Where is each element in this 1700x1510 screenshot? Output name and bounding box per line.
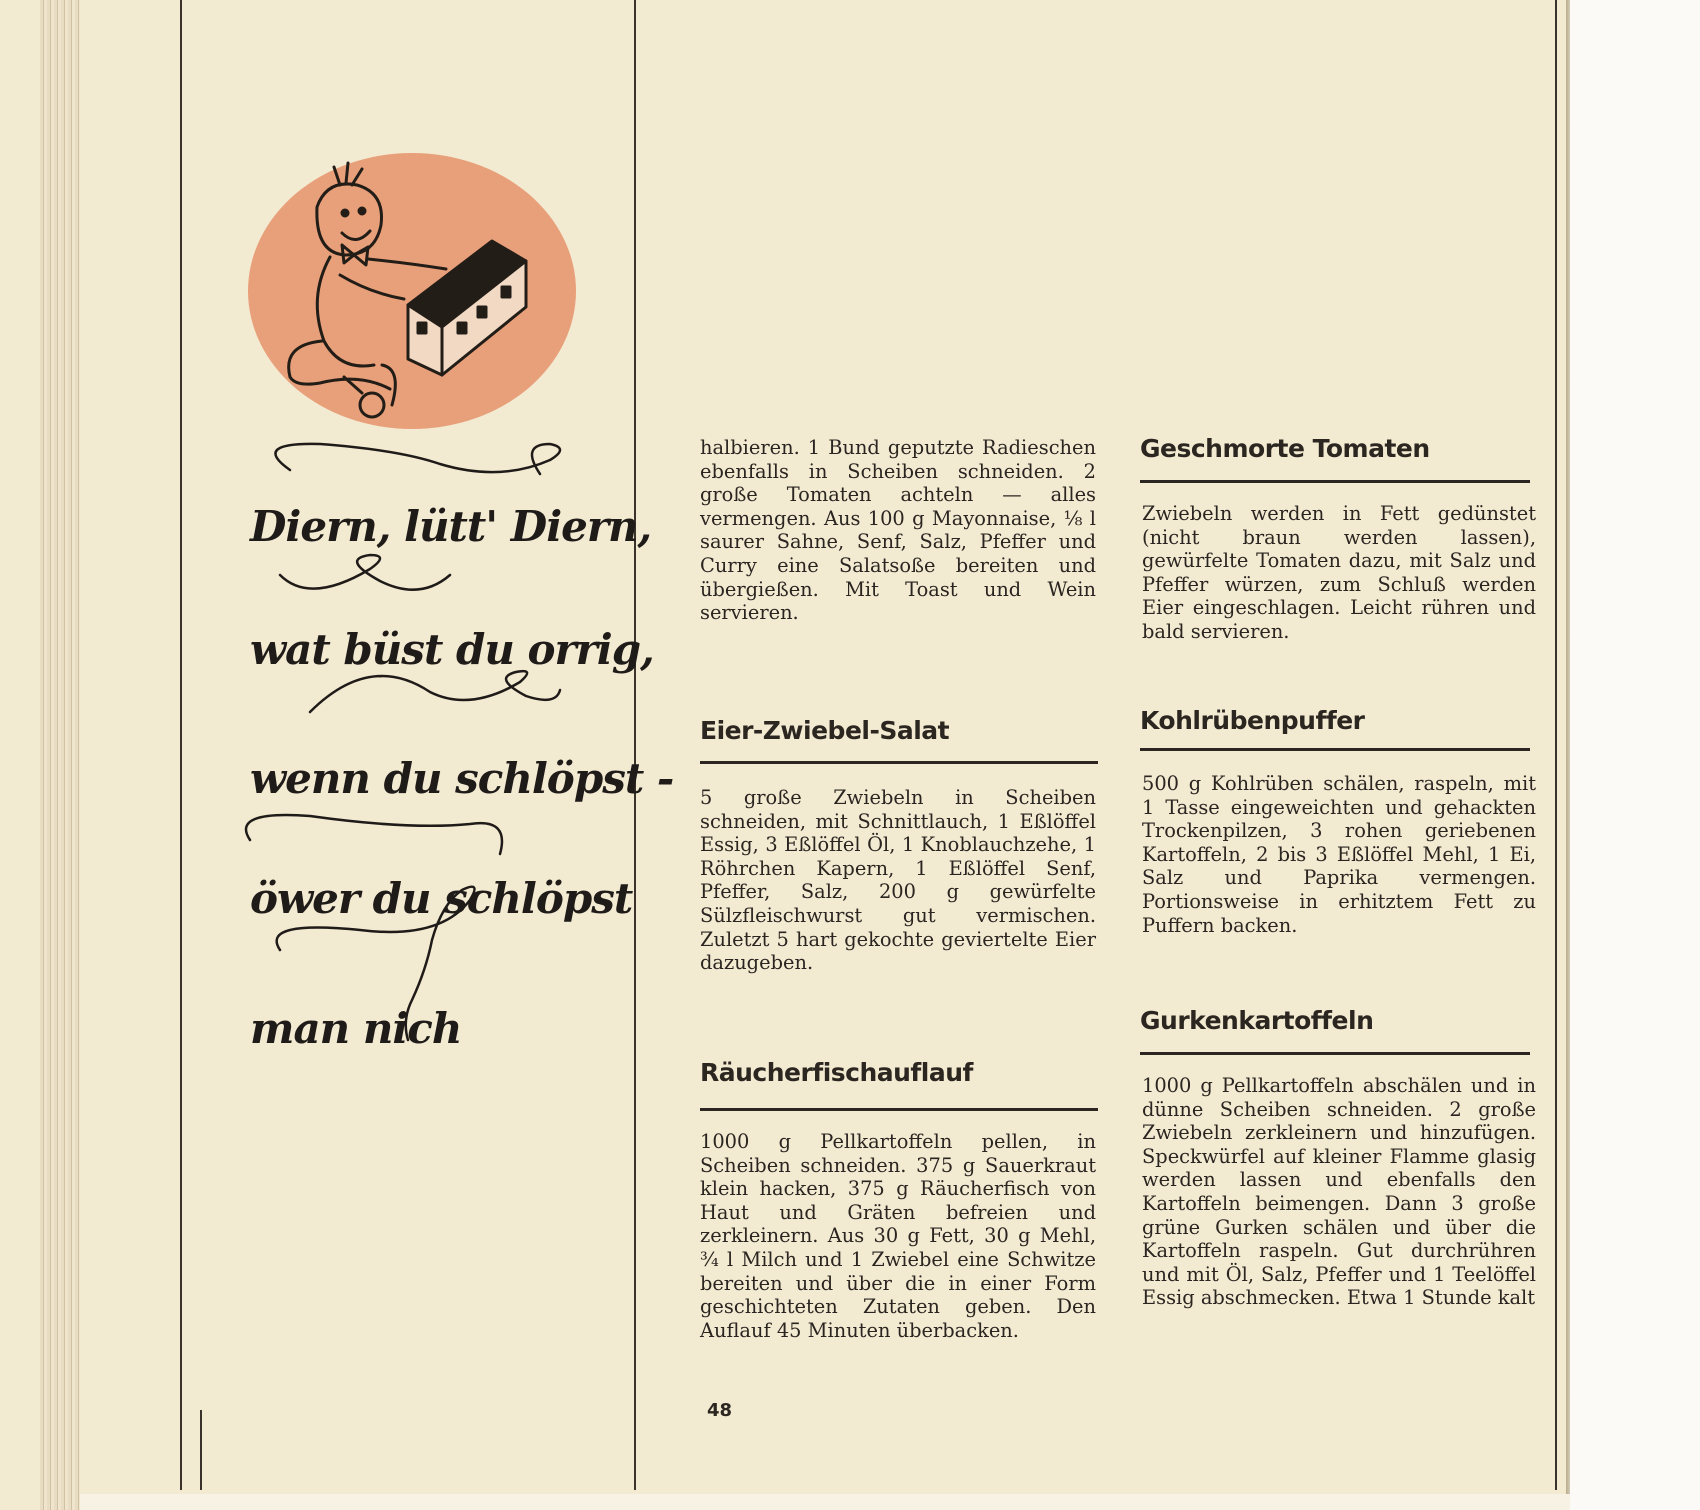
recipe-title-eier-zwiebel-salat: Eier-Zwiebel-Salat [700, 716, 950, 745]
poem-line-3: wenn du schlöpst - [250, 754, 674, 803]
recipe-kohlruebenpuffer [1142, 772, 1536, 937]
recipe-eier-zwiebel-salat [700, 786, 1096, 975]
recipe-geschmorte-tomaten [1142, 502, 1536, 644]
poem-line-1: Diern, lütt' Diern, [250, 502, 652, 551]
page-bottom-edge [80, 1494, 1570, 1510]
page-stack-edge [40, 0, 80, 1510]
recipe-text-geschmorte-tomaten: Zwiebeln werden in Fett gedünstet (nicht braun werden lassen), gewürfelte Tomaten dazu, mit Salz und Pfeffer würzen, zum Schluß werden Eier eingeschlagen. Leicht rühren und bald servieren. [1142, 502, 1536, 643]
recipe-text-raeucherfischauflauf: 1000 g Pellkartoffeln pellen, in Scheiben schneiden. 375 g Sauerkraut klein hacken, 375 g Räucherfisch von Haut und Gräten befreien und zerkleinern. Aus 30 g Fett, 30 g Mehl, ¾ l Milch und 1 Zwiebel eine Schwitze bereiten und über die in einer Form geschichteten Zutaten geben. Den Auflauf 45 Minuten überbacken. [700, 1130, 1096, 1342]
poem-line-5: man nich [250, 1004, 462, 1053]
recipe-raeucherfischauflauf [700, 1130, 1096, 1342]
poem-line-4: öwer du schlöpst [250, 874, 633, 923]
recipe-text-eier-zwiebel-salat: 5 große Zwiebeln in Scheiben schneiden, mit Schnittlauch, 1 Eßlöffel Essig, 3 Eßlöffel Öl, 1 Knoblauchzehe, 1 Röhrchen Kapern, 1 Eßlöffel Senf, Pfeffer, Salz, 200 g gewürfelte Sülzfleischwurst gut vermischen. Zuletzt 5 hart gekochte geviertelte Eier dazugeben. [700, 786, 1096, 975]
margin-line-right [1555, 0, 1557, 1490]
poem-line-2: wat büst du orrig, [250, 625, 654, 674]
page-number: 48 [707, 1400, 733, 1421]
margin-line-left [180, 0, 182, 1490]
recipe-gurkenkartoffeln [1142, 1074, 1536, 1310]
recipe-text-kohlruebenpuffer: 500 g Kohlrüben schälen, raspeln, mit 1 Tasse eingeweichten und gehackten Trockenpilzen, 3 rohen geriebenen Kartoffeln, 2 bis 3 Eßlöffel Mehl, 1 Ei, Salz und Paprika vermengen. Portionsweise in erhitztem Fett zu Puffern backen. [1142, 772, 1536, 937]
child-with-toy-house-illustration [222, 145, 607, 435]
recipe-title-geschmorte-tomaten: Geschmorte Tomaten [1140, 434, 1430, 463]
recipe-title-gurkenkartoffeln: Gurkenkartoffeln [1140, 1006, 1374, 1035]
heading-rule [1140, 748, 1530, 751]
recipe-continuation-text: halbieren. 1 Bund geputzte Radieschen ebenfalls in Scheiben schneiden. 2 große Tomaten achteln — alles vermengen. Aus 100 g Mayonnaise, ⅛ l saurer Sahne, Senf, Salz, Pfeffer und Curry eine Salatsoße bereiten und übergießen. Mit Toast und Wein servieren. [700, 436, 1096, 625]
heading-rule [700, 761, 1098, 764]
recipe-text-gurkenkartoffeln: 1000 g Pellkartoffeln abschälen und in dünne Scheiben schneiden. 2 große Zwiebeln zerkleinern und hinzufügen. Speckwürfel auf kleiner Flamme glasig werden lassen und ebenfalls den Kartoffeln beimengen. Dann 3 große grüne Gurken schälen und über die Kartoffeln raspeln. Gut durchrühren und mit Öl, Salz, Pfeffer und 1 Teelöffel Essig abschmecken. Etwa 1 Stunde kalt [1142, 1074, 1536, 1310]
margin-line-inner [200, 1410, 202, 1490]
scan-background [1570, 0, 1700, 1510]
recipe-title-raeucherfischauflauf: Räucherfischauflauf [700, 1058, 973, 1087]
column-divider [634, 0, 636, 1490]
heading-rule [1140, 480, 1530, 483]
heading-rule [700, 1108, 1098, 1111]
heading-rule [1140, 1052, 1530, 1055]
recipe-title-kohlruebenpuffer: Kohlrübenpuffer [1140, 706, 1365, 735]
recipe-continuation [700, 436, 1096, 625]
